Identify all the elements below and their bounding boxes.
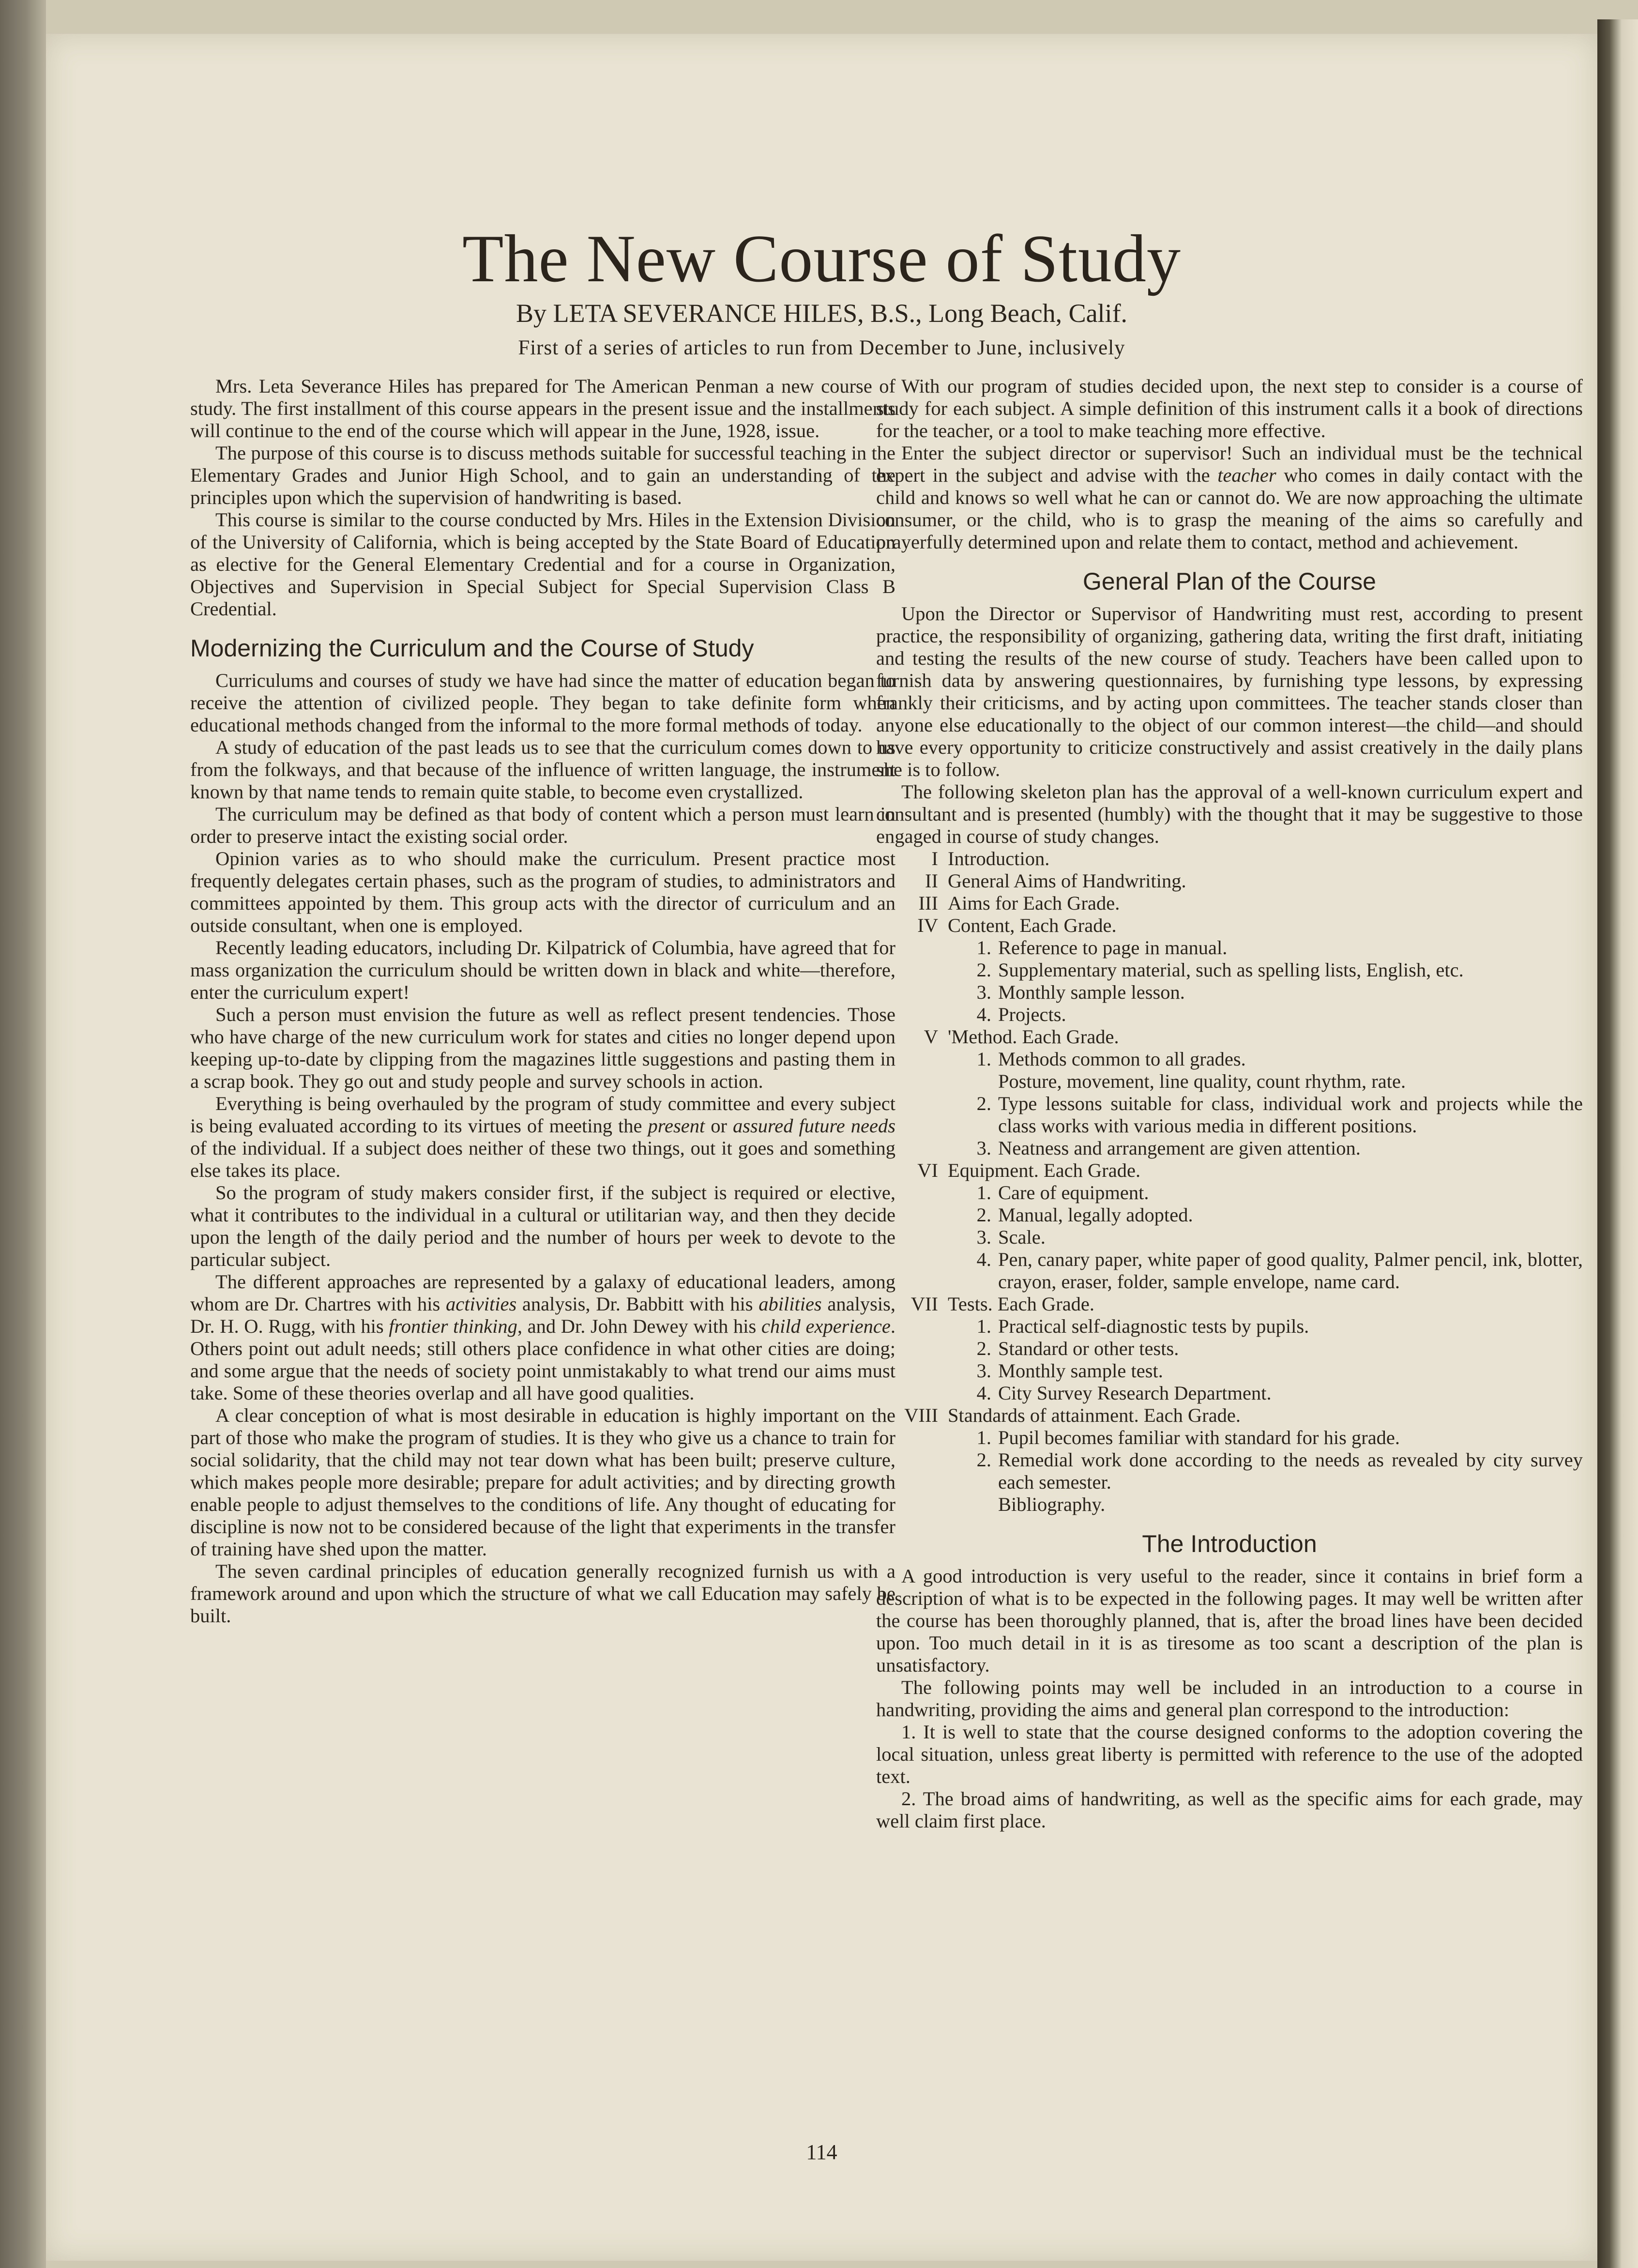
outline-item: I Introduction.: [931, 848, 1050, 869]
paragraph: A good introduction is very useful to the reader, since it contains in brief form a description of what is to be expected in the following pages. It may well be written after the course has been thoroughly planned, that is, after the broad lines have been decided upon. Too much detail in it is as tiresome as too scant a description of the plan is unsatisfactory.: [876, 1565, 1583, 1676]
paragraph: With our program of studies decided upon, the next step to consider is a course of study for each subject. A simple definition of this instrument calls it a book of directions for the teacher, or a tool to make teaching more effective.: [876, 375, 1583, 441]
paragraph: The different approaches are represented by a galaxy of educational leaders, among whom are Dr. Chartres with his activities analysis, Dr. Babbitt with his abilities analysis, Dr. H. O. Rugg, with his frontier thinking, and Dr. John Dewey with his child experience. Others point out adult needs; still others place confidence in what other cities are doing; and some argue that the needs of society point unmistakably to what trend our aims must take. Some of these theories overlap and all have good qualities.: [190, 1271, 895, 1404]
outline-subitem: 2. Supplementary material, such as spelling lists, English, etc.: [976, 959, 1464, 981]
series-note: First of a series of articles to run from December to June, inclusively: [518, 336, 1125, 359]
outline-subitem: 4. Pen, canary paper, white paper of good quality, Palmer pencil, ink, blotter, crayon, eraser, folder, sample envelope, name card.: [976, 1248, 1583, 1293]
paragraph: Such a person must envision the future as well as reflect present tendencies. Those who have charge of the new curriculum work for states and cities no longer depend upon keeping up-to-date by clipping from the magazines little suggestions and pasting them in a scrap book. They go out and study people and survey schools in action.: [190, 1004, 895, 1092]
outline-subitem: 3. Monthly sample lesson.: [976, 981, 1185, 1003]
outline-subitem: 3. Scale.: [976, 1226, 1046, 1248]
outline-subitem: 1. Care of equipment.: [976, 1182, 1149, 1203]
paragraph: A clear conception of what is most desirable in education is highly important on the part of those who make the program of studies. It is they who give us a chance to train for social solidarity, that the child may not tear down what has been built; preserve culture, which makes people more desirable; prepare for adult activities; and by directing growth enable people to adjust themselves to the conditions of life. Any thought of educating for discipline is now not to be considered because of the light that experiments in the transfer of training have shed upon the matter.: [190, 1404, 895, 1560]
outline-item: V 'Method. Each Grade.: [924, 1026, 1119, 1048]
intro-paragraph: Mrs. Leta Severance Hiles has prepared for The American Penman a new course of study. The first installment of this course appears in the present issue and the installments will continue to the end of the course which will appear in the June, 1928, issue.: [190, 375, 895, 441]
outline-subitem: 3. Neatness and arrangement are given attention.: [976, 1137, 1361, 1159]
paragraph: Enter the subject director or supervisor! Such an individual must be the technical expert in the subject and advise with the teacher who comes in daily contact with the child and knows so well what he can or cannot do. We are now approaching the ultimate consumer, or the child, who is to grasp the meaning of the aims so carefully and prayerfully determined upon and relate them to contact, method and achievement.: [876, 442, 1583, 553]
outline-item: III Aims for Each Grade.: [918, 892, 1120, 914]
paragraph: A study of education of the past leads us to see that the curriculum comes down to us from the folkways, and that because of the influence of written language, the instrument known by that name tends to remain quite stable, to become even crystallized.: [190, 736, 895, 803]
scan-edge: [0, 0, 46, 2268]
paragraph: The following skeleton plan has the approval of a well-known curriculum expert and consultant and is presented (humbly) with the thought that it may be suggestive to those engaged in course of study changes.: [876, 781, 1583, 847]
outline-subitem: 1. Pupil becomes familiar with standard for his grade.: [976, 1427, 1400, 1448]
outline-item: VIII Standards of attainment. Each Grade.: [904, 1404, 1241, 1426]
article-byline: By LETA SEVERANCE HILES, B.S., Long Beach, Calif.: [516, 299, 1128, 328]
outline-item: VI Equipment. Each Grade.: [917, 1159, 1141, 1181]
outline-note: Posture, movement, line quality, count rhythm, rate.: [998, 1070, 1406, 1092]
outline-subitem: 2. Type lessons suitable for class, individual work and projects while the class works with various media in different positions.: [976, 1093, 1583, 1137]
paragraph: Opinion varies as to who should make the curriculum. Present practice most frequently delegates certain phases, such as the program of studies, to administrators and committees appointed by them. This group acts with the director of curriculum and an outside consultant, when one is employed.: [190, 848, 895, 936]
paragraph: The curriculum may be defined as that body of content which a person must learn in order to preserve intact the existing social order.: [190, 803, 895, 847]
paragraph: The following points may well be included in an introduction to a course in handwriting, providing the aims and general plan correspond to the introduction:: [876, 1676, 1583, 1720]
outline-subitems: [876, 937, 1583, 1026]
outline-subitems: [876, 1427, 1583, 1516]
outline-subitem: 3. Monthly sample test.: [976, 1360, 1163, 1382]
paragraph: Everything is being overhauled by the program of study committee and every subject is being evaluated according to its virtues of meeting the present or assured future needs of the individual. If a subject does neither of these two things, out it goes and something else takes its place.: [190, 1093, 895, 1181]
article-title: The New Course of Study: [462, 221, 1181, 296]
paragraph: Recently leading educators, including Dr. Kilpatrick of Columbia, have agreed that for mass organization the curriculum should be written down in black and white—therefore, enter the curriculum expert!: [190, 937, 895, 1003]
next-page-edge: [1597, 19, 1638, 2268]
paragraph: The purpose of this course is to discuss methods suitable for successful teaching in the Elementary Grades and Junior High School, and to gain an understanding of the principles upon which the supervision of handwriting is based.: [190, 442, 895, 508]
paragraph: 1. It is well to state that the course designed conforms to the adoption covering the local situation, unless great liberty is permitted with reference to the use of the adopted text.: [876, 1721, 1583, 1787]
paragraph: 2. The broad aims of handwriting, as well as the specific aims for each grade, may well claim first place.: [876, 1788, 1583, 1832]
skeleton-plan-outline: [876, 848, 1583, 1516]
paragraph: So the program of study makers consider first, if the subject is required or elective, what it contributes to the individual in a cultural or utilitarian way, and then they decide upon the length of the daily period and the number of hours per week to devote to the particular subject.: [190, 1182, 895, 1270]
outline-subitems: [876, 1048, 1583, 1159]
outline-subitems: [876, 1182, 1583, 1293]
outline-subitem: 4. Projects.: [976, 1004, 1066, 1025]
outline-subitem: 2. Remedial work done according to the needs as revealed by city survey each semester.: [976, 1449, 1583, 1493]
outline-subitem: 1. Methods common to all grades.: [976, 1048, 1246, 1070]
paragraph: This course is similar to the course conducted by Mrs. Hiles in the Extension Division of the University of California, which is being accepted by the State Board of Education as elective for the General Elementary Credential and for a course in Organization, Objectives and Supervision in Special Subject for Special Supervision Class B Credential.: [190, 509, 895, 620]
outline-subitem: 2. Standard or other tests.: [976, 1338, 1179, 1359]
page-number: 114: [806, 2140, 837, 2164]
outline-subitem: 2. Manual, legally adopted.: [976, 1204, 1193, 1226]
outline-subitems: [876, 1315, 1583, 1404]
paragraph: Curriculums and courses of study we have had since the matter of education began to receive the attention of civilized people. They began to take definite form when educational methods changed from the informal to the more formal methods of today.: [190, 670, 895, 736]
outline-subitem: 1. Practical self-diagnostic tests by pupils.: [976, 1315, 1309, 1337]
outline-item: II General Aims of Handwriting.: [925, 870, 1186, 892]
magazine-page: [46, 34, 1597, 2261]
paragraph: Upon the Director or Supervisor of Handwriting must rest, according to present practice, the responsibility of organizing, gathering data, writing the first draft, initiating and testing the results of the new course of study. Teachers have been called upon to furnish data by answering questionnaires, by furnishing type lessons, by expressing frankly their criticisms, and by acting upon committees. The teacher stands closer than anyone else educationally to the object of our common interest—the child—and should have every opportunity to criticize constructively and assist creatively in the daily plans she is to follow.: [876, 603, 1583, 780]
outline-bibliography: Bibliography.: [998, 1493, 1106, 1515]
outline-item: VII Tests. Each Grade.: [910, 1293, 1095, 1315]
outline-item: IV Content, Each Grade.: [917, 914, 1117, 936]
left-column: [190, 375, 895, 1627]
section-heading-introduction: The Introduction: [1142, 1530, 1317, 1557]
outline-subitem: 4. City Survey Research Department.: [976, 1382, 1272, 1404]
section-heading-general-plan: General Plan of the Course: [1083, 568, 1376, 595]
section-heading-modernizing: Modernizing the Curriculum and the Course of Study: [190, 635, 754, 662]
right-column: [876, 375, 1583, 1832]
outline-subitem: 1. Reference to page in manual.: [976, 937, 1228, 959]
paragraph: The seven cardinal principles of education generally recognized furnish us with a framework around and upon which the structure of what we call Education may safely be built.: [190, 1560, 895, 1627]
